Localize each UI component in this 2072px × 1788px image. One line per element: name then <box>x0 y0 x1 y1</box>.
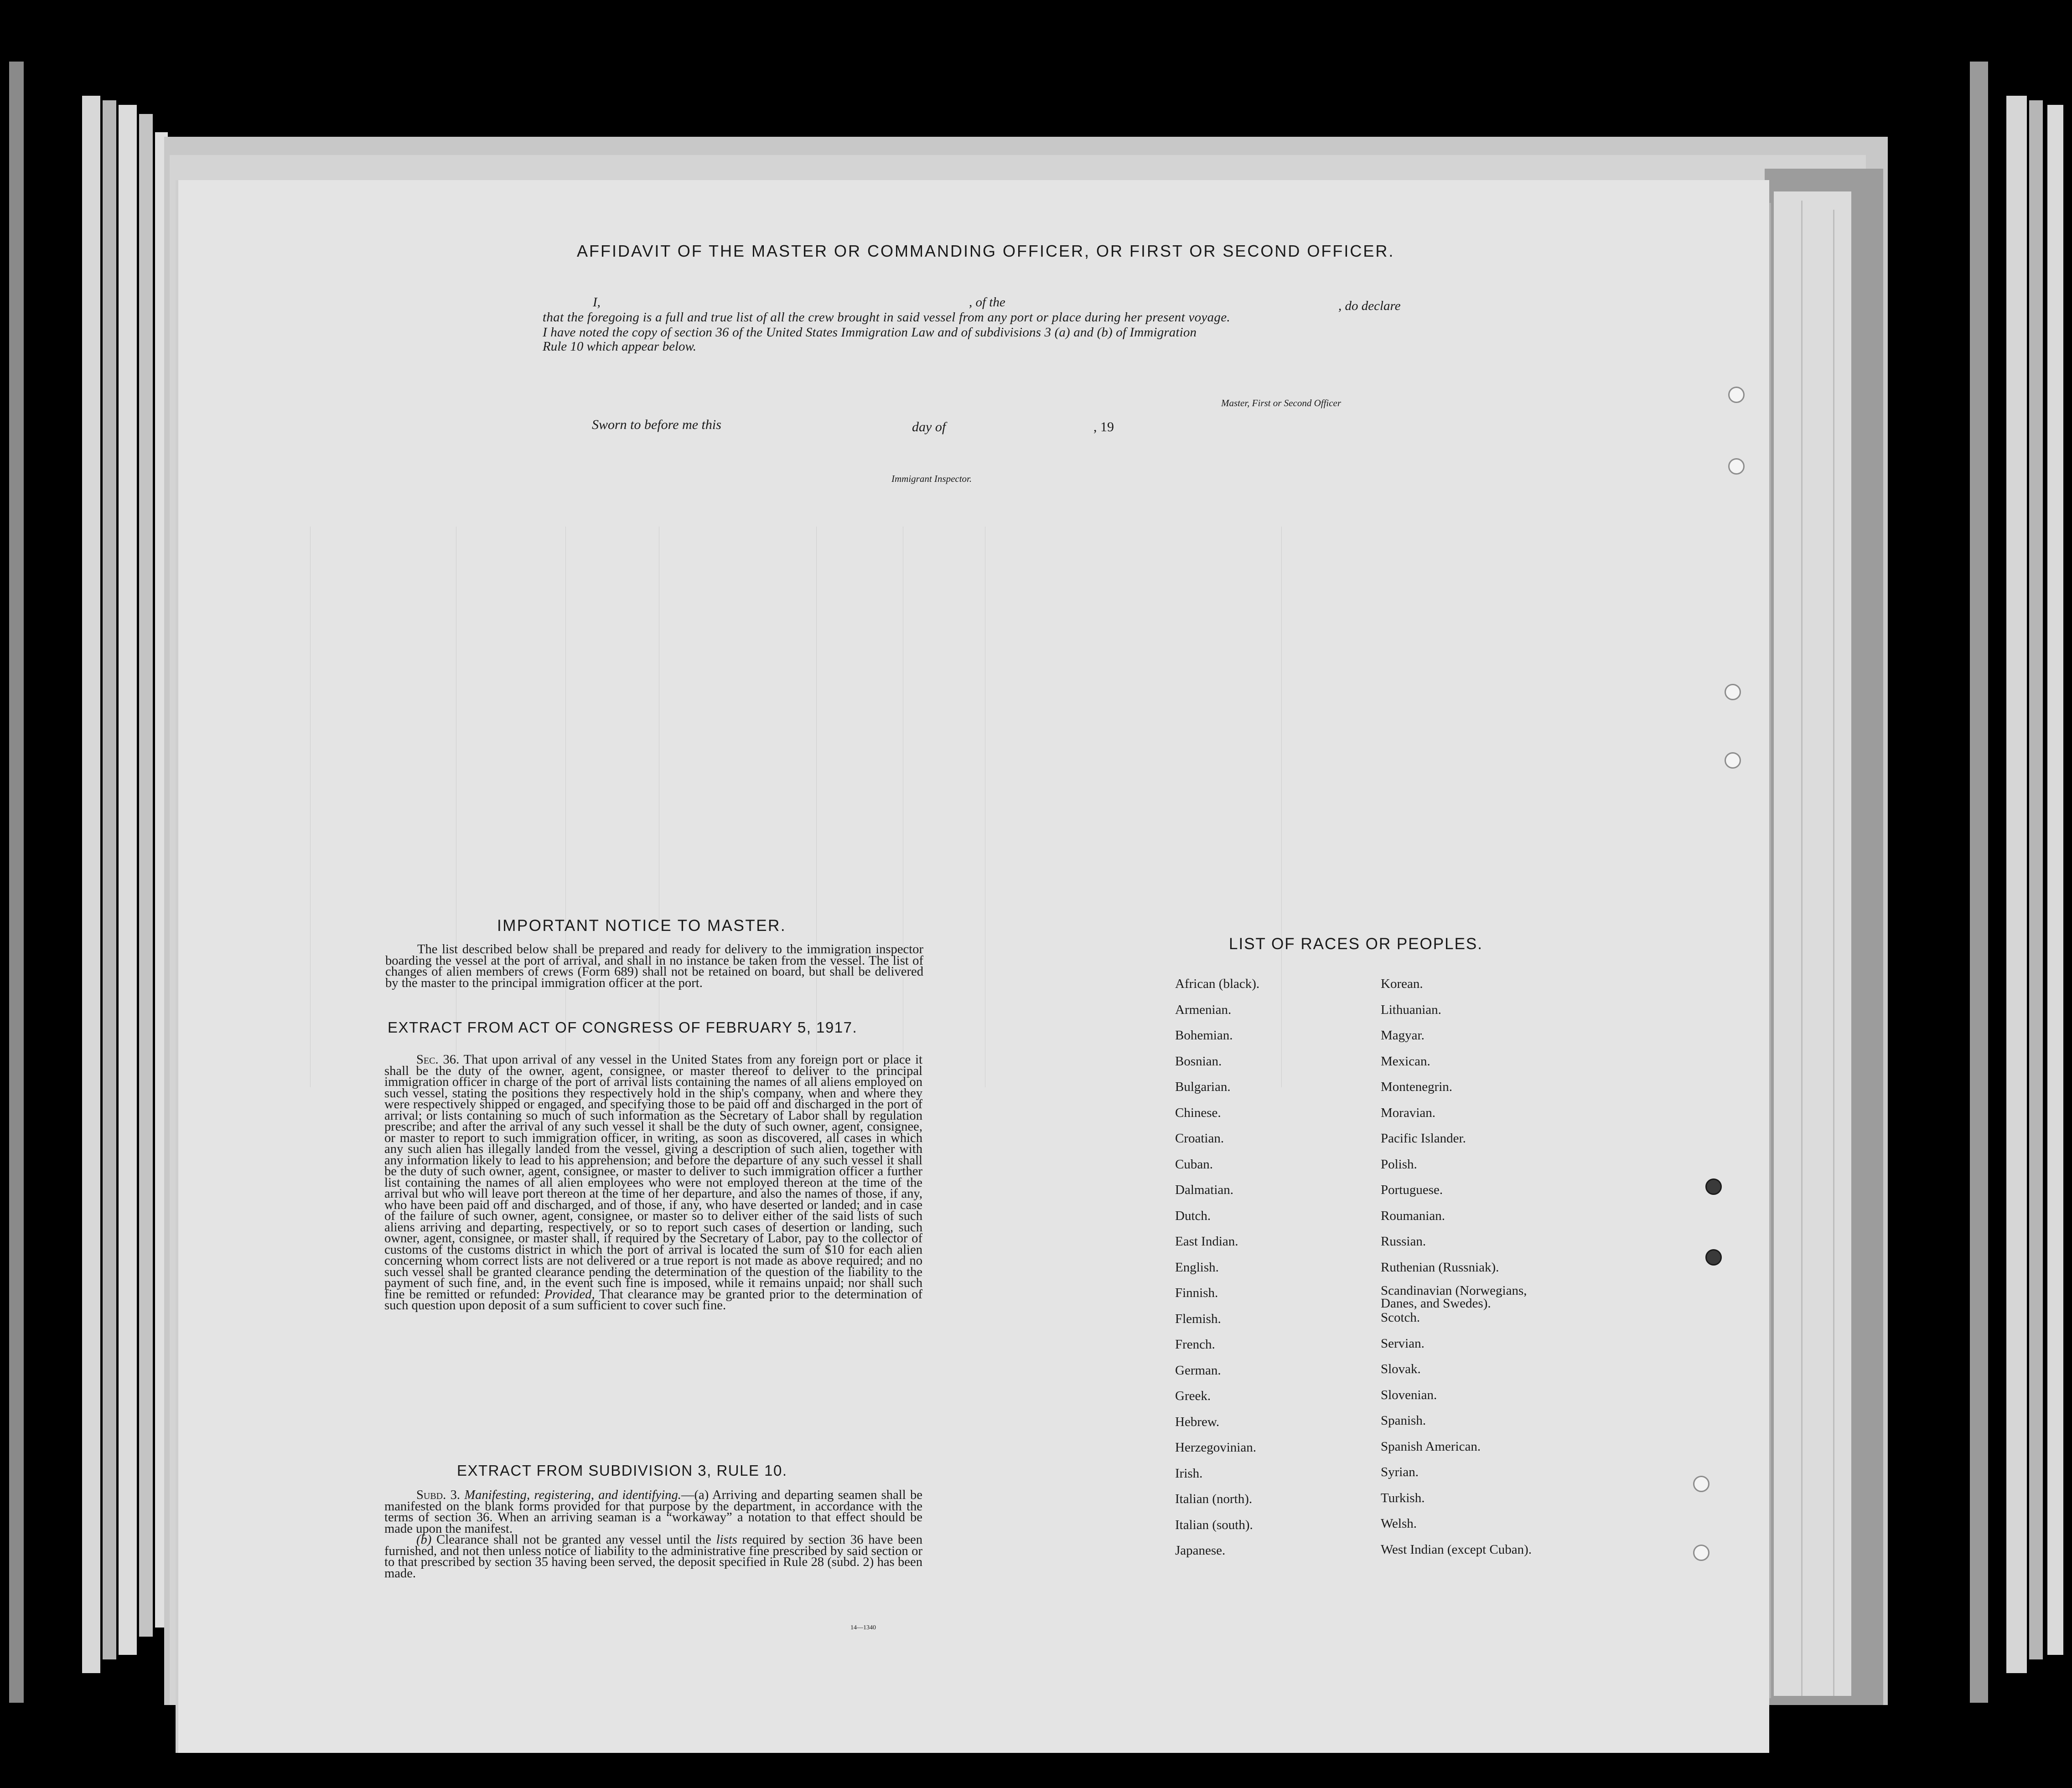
column-rule <box>310 527 311 1087</box>
column-rule <box>816 527 817 1087</box>
subd-b-end: required by section 36 have been furnished, and not then unless notice of liability to the administrative fine prescribed by said section or to that prescribed by section 35 having been served, the deposit specified in Rule 28 (subd. 2) has been made. <box>384 1533 923 1581</box>
act-extract-body <box>384 1054 922 1312</box>
race-item: Greek. <box>1175 1389 1211 1403</box>
race-item: Finnish. <box>1175 1286 1218 1300</box>
race-item: Spanish. <box>1381 1413 1426 1428</box>
subdivision-b-text <box>384 1535 922 1579</box>
race-item: Irish. <box>1175 1466 1203 1481</box>
race-item: Korean. <box>1381 977 1423 991</box>
race-item: Pacific Islander. <box>1381 1131 1466 1146</box>
sec-36-body-end: That clearance may be granted prior to the determination of such question upon deposit of a sum sufficient to cover such fine. <box>384 1287 922 1313</box>
affidavit-i-label: I, <box>593 295 601 310</box>
provided-label: Provided, <box>544 1287 595 1302</box>
race-item: Scandinavian (Norwegians, Danes, and Swedes). <box>1381 1283 1527 1311</box>
races-right-column <box>1381 977 1559 1568</box>
affidavit-declaration <box>543 295 1432 363</box>
race-item: Dutch. <box>1175 1208 1211 1223</box>
section-36-text <box>384 1054 922 1312</box>
subd-a-text: —(a) Arriving and departing seamen shall be manifested on the blank forms provided for that purpose by the department, in accordance with the terms of section 36. When an arriving seaman is a “workaway” a notation to that effect should be made upon the manifest. <box>384 1488 922 1536</box>
race-item: Roumanian. <box>1381 1208 1445 1223</box>
race-item: English. <box>1175 1260 1219 1275</box>
punch-hole <box>1705 1178 1722 1195</box>
punch-hole <box>1705 1249 1722 1266</box>
punch-hole <box>1693 1476 1709 1492</box>
race-item: Moravian. <box>1381 1105 1435 1120</box>
race-item: Polish. <box>1381 1157 1417 1172</box>
race-item: Syrian. <box>1381 1465 1419 1479</box>
race-item: Japanese. <box>1175 1543 1226 1558</box>
race-item: Slovak. <box>1381 1362 1421 1376</box>
rule-extract-title: EXTRACT FROM SUBDIVISION 3, RULE 10. <box>457 1462 787 1479</box>
punch-hole <box>1725 752 1741 769</box>
form-number: 14—1340 <box>850 1624 876 1631</box>
race-item: Spanish American. <box>1381 1439 1481 1454</box>
race-item: West Indian (except Cuban). <box>1381 1542 1532 1557</box>
punch-hole <box>1728 387 1745 403</box>
subd-heading: Manifesting, registering, and identifying. <box>464 1488 681 1502</box>
race-item: Italian (north). <box>1175 1492 1253 1506</box>
column-rule <box>1281 527 1282 1087</box>
lists-word: lists <box>716 1533 737 1547</box>
subd-b-label: (b) <box>416 1533 432 1547</box>
race-item: Bulgarian. <box>1175 1080 1231 1094</box>
race-item: Cuban. <box>1175 1157 1213 1172</box>
affidavit-of-the-label: , of the <box>969 295 1005 310</box>
race-item: Welsh. <box>1381 1516 1417 1531</box>
affidavit-do-declare-label: , do declare <box>1338 299 1401 313</box>
race-item: Mexican. <box>1381 1054 1430 1069</box>
punch-hole <box>1693 1545 1709 1561</box>
crew-manifest-sheet <box>176 180 1769 1753</box>
punch-hole <box>1728 458 1745 475</box>
race-item: Hebrew. <box>1175 1414 1220 1429</box>
race-item: Bohemian. <box>1175 1028 1233 1043</box>
notice-body <box>385 944 923 989</box>
race-item: Lithuanian. <box>1381 1002 1441 1017</box>
race-item: Scotch. <box>1381 1310 1420 1325</box>
race-item: Magyar. <box>1381 1028 1424 1043</box>
subd-b-start: Clearance shall not be granted any vessel until the <box>436 1533 711 1547</box>
race-item: Turkish. <box>1381 1490 1425 1505</box>
notice-text: The list described below shall be prepared and ready for delivery to the immigration inspector boarding the vessel at the port of arrival, and shall in no instance be taken from the vessel. The list of changes of alien members of crews (Form 689) shall not be retained on board, but shall be delivered by the master to the principal immigration officer at the port. <box>385 942 923 990</box>
race-item: Croatian. <box>1175 1131 1224 1146</box>
race-item: Servian. <box>1381 1336 1424 1351</box>
day-of-label: day of <box>912 419 946 434</box>
inspector-label: Immigrant Inspector. <box>891 473 972 484</box>
affidavit-line-3: I have noted the copy of section 36 of the United States Immigration Law and of subdivisions 3 (a) and (b) of Immigration <box>543 325 1197 340</box>
race-item: Dalmatian. <box>1175 1183 1234 1197</box>
sec-36-body: That upon arrival of any vessel in the United States from any foreign port or place it shall be the duty of the owner, agent, consignee, or master thereof to deliver to the principal immigration officer in charge of the port of arrival lists containing the names of all aliens employed on such vessel, stating the positions they respectively hold in the ship's company, when and where they were respectively shipped or engaged, and specifying those to be paid off and discharged in the port of arrival; or lists containing so much of such information as the Secretary of Labor shall by regulation prescribe; and after the arrival of any such vessel it shall be the duty of such owner, agent, consignee, or master to report to such immigration officer, in writing, as soon as discovered, all cases in which any such alien has illegally landed from the vessel, giving a description of such alien, together with any information likely to lead to his apprehension; and before the departure of any such vessel it shall be the duty of such owner, agent, consignee, or master to deliver to such immigration officer a further list containing the names of all alien employees who were not employed thereon at the time of the arrival but who will leave port thereon at the time of her departure, and also the names of those, if any, who have been paid off and discharged, and of those, if any, who have deserted or landed; and in case of the failure of such owner, agent, consignee, or master so to deliver either of the said lists of such aliens arriving and departing, respectively, or so to report such cases of desertion or landing, such owner, agent, consignee, or master shall, if required by the Secretary of Labor, pay to the collector of customs of the customs district in which the port of arrival is located the sum of $10 for each alien concerning whom correct lists are not delivered or a true report is not made as above required; and no such vessel shall be granted clearance pending the determination of the question of the liability to the payment of such fine, and, in the event such fine is imposed, while it remains unpaid; nor shall such fine be remitted or refunded: <box>384 1053 922 1302</box>
race-item: Italian (south). <box>1175 1517 1253 1532</box>
column-rule <box>565 527 566 1087</box>
race-item: Ruthenian (Russniak). <box>1381 1260 1499 1275</box>
sec-36-label: Sec. 36. <box>416 1053 460 1067</box>
race-item: East Indian. <box>1175 1234 1238 1249</box>
affidavit-line-4: Rule 10 which appear below. <box>543 339 696 354</box>
race-item: Montenegrin. <box>1381 1080 1453 1094</box>
punch-hole <box>1725 684 1741 700</box>
notice-title: IMPORTANT NOTICE TO MASTER. <box>497 917 787 935</box>
race-item: Flemish. <box>1175 1311 1221 1326</box>
race-item: Bosnian. <box>1175 1054 1222 1069</box>
affidavit-title: AFFIDAVIT OF THE MASTER OR COMMANDING OFFICER, OR FIRST OR SECOND OFFICER. <box>577 242 1395 260</box>
act-extract-title: EXTRACT FROM ACT OF CONGRESS OF FEBRUARY 5, 1917. <box>388 1019 858 1036</box>
race-item: Chinese. <box>1175 1105 1221 1120</box>
sworn-label: Sworn to before me this <box>592 417 721 432</box>
race-item: Russian. <box>1381 1234 1426 1249</box>
subdivision-a-text <box>384 1490 922 1535</box>
race-item: Slovenian. <box>1381 1387 1437 1402</box>
subd-label: Subd. 3. <box>416 1488 461 1502</box>
race-item: African (black). <box>1175 977 1260 991</box>
race-item: Armenian. <box>1175 1002 1232 1017</box>
race-item: French. <box>1175 1337 1215 1352</box>
rule-extract-body <box>384 1490 922 1579</box>
year-label: , 19 <box>1093 419 1114 434</box>
race-item: Portuguese. <box>1381 1183 1443 1197</box>
races-title: LIST OF RACES OR PEOPLES. <box>1229 935 1483 953</box>
race-item: Herzegovinian. <box>1175 1440 1256 1455</box>
master-signature-label: Master, First or Second Officer <box>1221 398 1342 408</box>
race-item: German. <box>1175 1363 1221 1378</box>
affidavit-line-2: that the foregoing is a full and true list of all the crew brought in said vessel from any port or place during her present voyage. <box>543 310 1230 325</box>
races-left-column <box>1175 977 1259 1570</box>
